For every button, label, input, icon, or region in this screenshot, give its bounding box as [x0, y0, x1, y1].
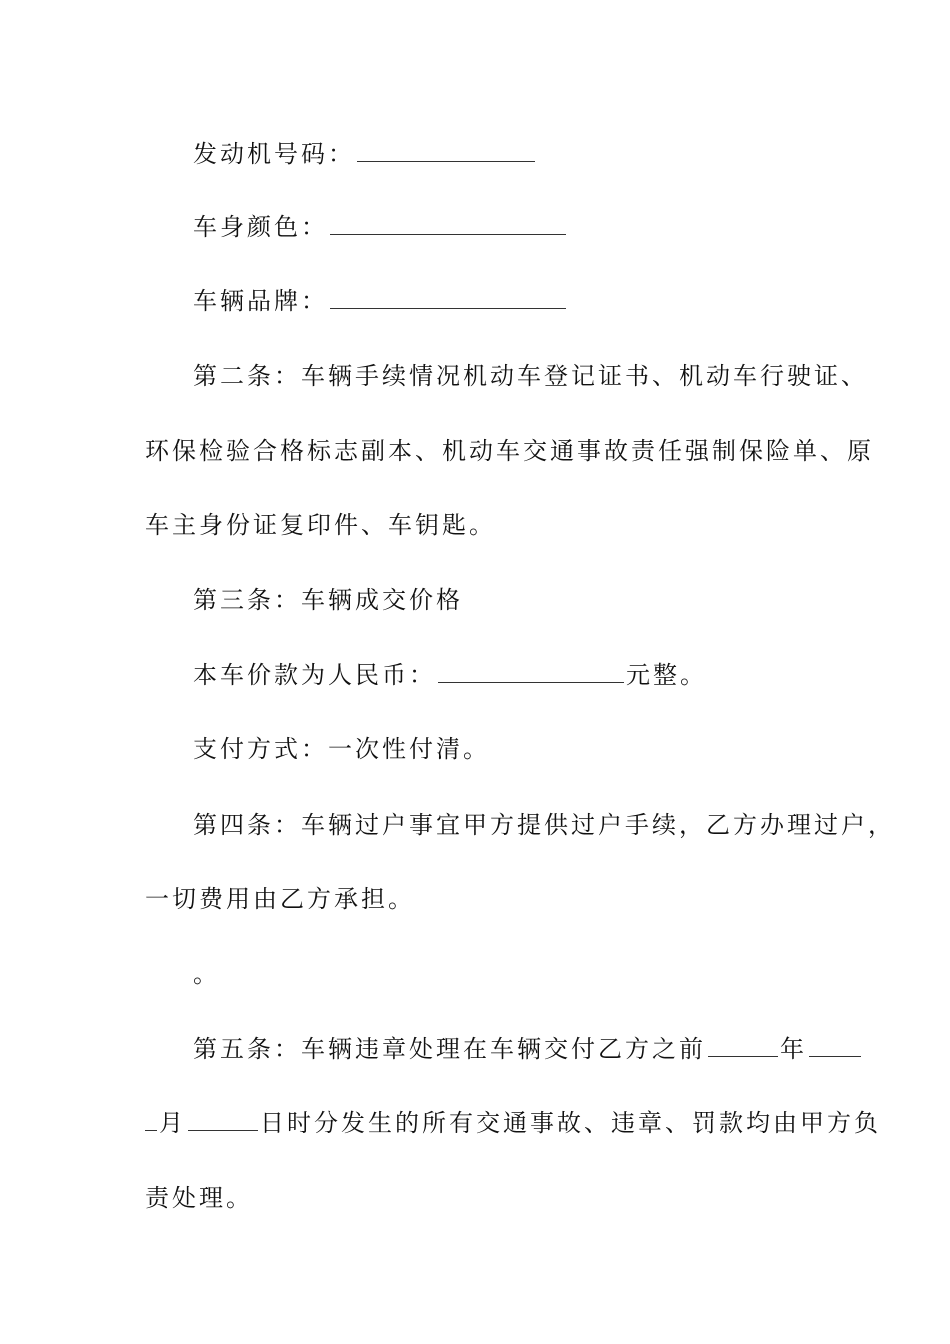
article5-line1 — [193, 1034, 863, 1064]
article5-line2 — [145, 1108, 881, 1138]
year-blank[interactable] — [708, 1034, 778, 1057]
price-label: 本车价款为人民币： — [193, 661, 436, 689]
day-blank[interactable] — [188, 1108, 258, 1131]
article2-line3: 车主身份证复印件、车钥匙。 — [145, 511, 496, 539]
month-blank-part2[interactable] — [145, 1108, 157, 1131]
vehicle-brand-label: 车辆品牌： — [193, 287, 328, 315]
year-label: 年 — [780, 1035, 807, 1063]
engine-number-label: 发动机号码： — [193, 140, 355, 168]
month-label: 月 — [159, 1109, 186, 1137]
article4-line2: 一切费用由乙方承担。 — [145, 885, 415, 913]
body-color-line — [193, 212, 568, 242]
article2-line1: 第二条：车辆手续情况机动车登记证书、机动车行驶证、 — [193, 362, 868, 390]
vehicle-brand-blank[interactable] — [330, 286, 566, 309]
engine-number-blank[interactable] — [357, 139, 535, 162]
body-color-label: 车身颜色： — [193, 213, 328, 241]
article5-line3: 责处理。 — [145, 1184, 253, 1212]
article5-line2-text: 日时分发生的所有交通事故、违章、罚款均由甲方负 — [260, 1109, 881, 1137]
body-color-blank[interactable] — [330, 212, 566, 235]
engine-number-line — [193, 139, 537, 169]
article5-text: 第五条：车辆违章处理在车辆交付乙方之前 — [193, 1035, 706, 1063]
payment-method-line: 支付方式：一次性付清。 — [193, 735, 490, 763]
lone-period: 。 — [193, 960, 220, 988]
price-blank[interactable] — [438, 660, 624, 683]
vehicle-brand-line — [193, 286, 568, 316]
price-line — [193, 660, 707, 690]
article3-title: 第三条：车辆成交价格 — [193, 586, 463, 614]
price-unit: 元整。 — [626, 661, 707, 689]
article4-line1: 第四条：车辆过户事宜甲方提供过户手续，乙方办理过户， — [193, 811, 895, 839]
month-blank-part1[interactable] — [809, 1034, 861, 1057]
article2-line2: 环保检验合格标志副本、机动车交通事故责任强制保险单、原 — [145, 437, 874, 465]
